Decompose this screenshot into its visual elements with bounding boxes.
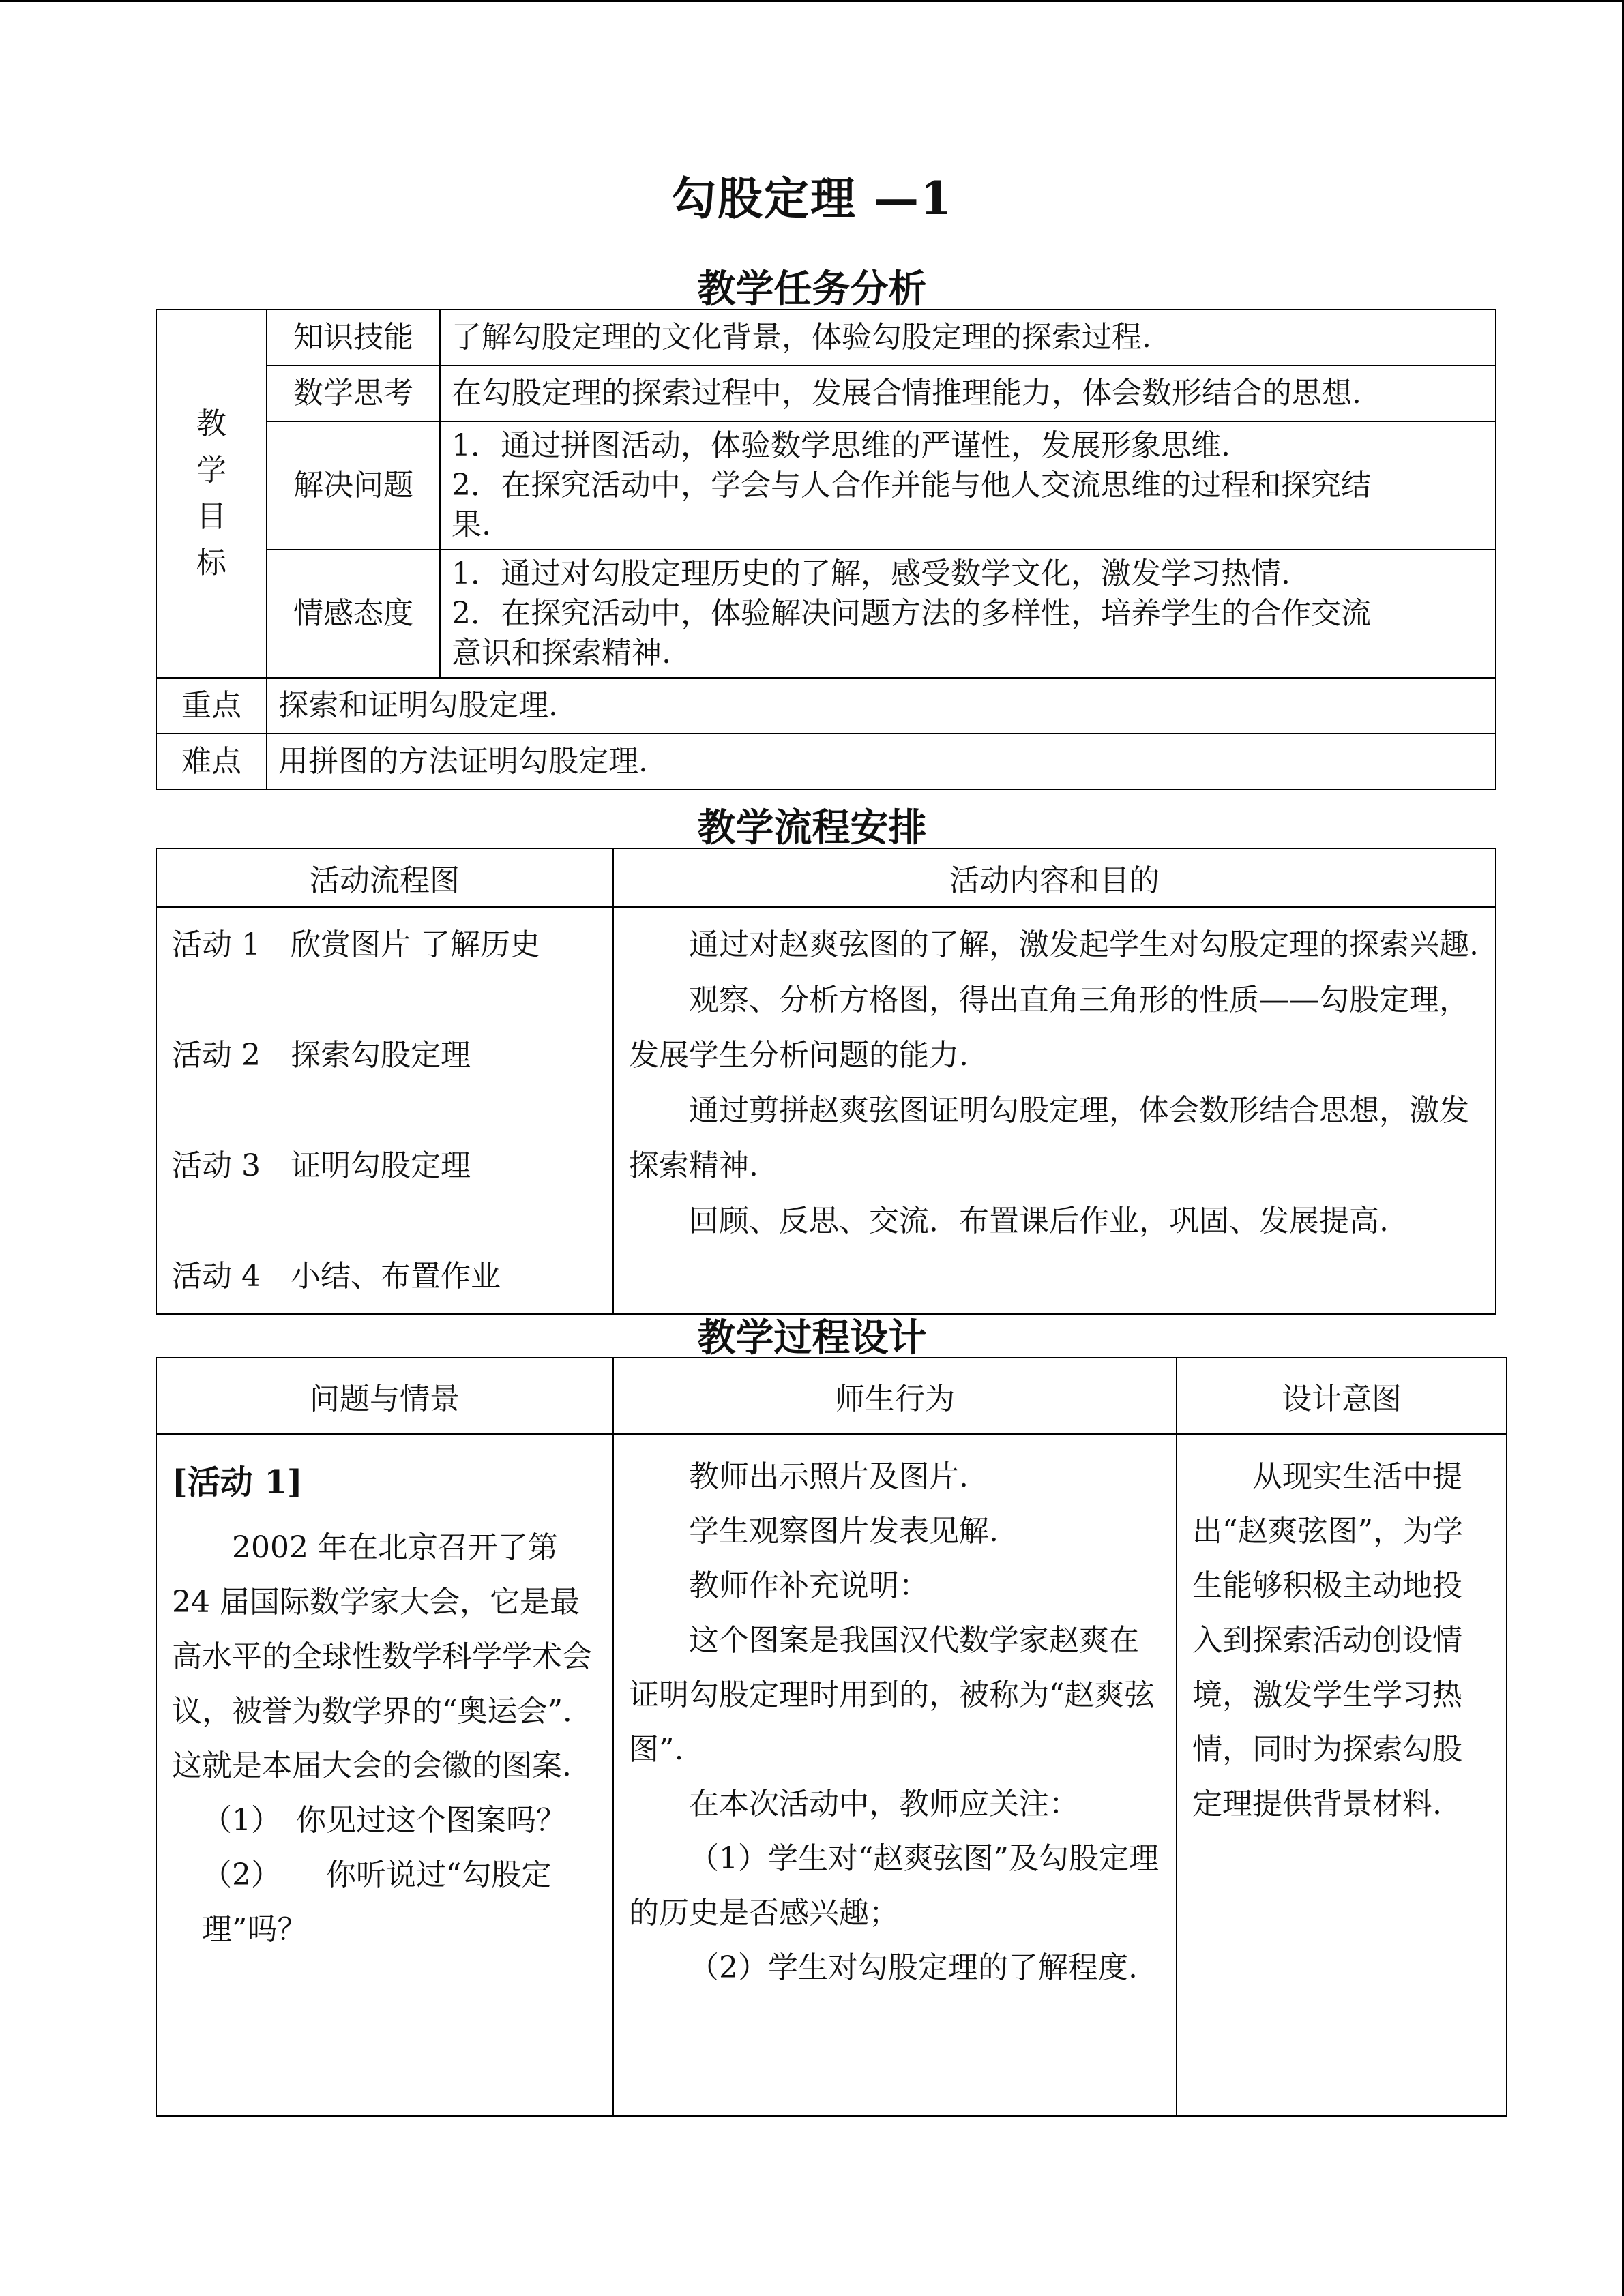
process-header-behavior: 师生行为 (613, 1358, 1177, 1434)
difficulty-label: 难点 (156, 734, 267, 790)
intent-cell (1177, 1434, 1507, 2116)
activity-heading: [活动 1] (172, 1463, 303, 1502)
flow-purposes-cell (613, 907, 1496, 1314)
question-2: （2） 你听说过“勾股定理”吗？ (202, 1858, 552, 1947)
behavior-6: （1）学生对“赵爽弦图”及勾股定理的历史是否感兴趣； (629, 1841, 1159, 1930)
flow-activity-3: 活动 3 证明勾股定理 (172, 1148, 471, 1183)
flow-activity-1: 活动 1 欣赏图片 了解历史 (172, 927, 540, 962)
row-label-attitude: 情感态度 (267, 550, 440, 678)
row-text-problem-solving: 1．通过拼图活动，体验数学思维的严谨性，发展形象思维. 2．在探究活动中，学会与人合作并能与他人交流思维的过程和探究结 果. (440, 421, 1496, 550)
flow-header-purpose: 活动内容和目的 (613, 848, 1496, 907)
row-text-thinking: 在勾股定理的探索过程中，发展合情推理能力，体会数形结合的思想. (440, 366, 1496, 421)
top-border (0, 0, 1624, 2)
section-title-task: 教学任务分析 (697, 267, 927, 312)
behavior-2: 学生观察图片发表见解. (689, 1514, 999, 1549)
behavior-5: 在本次活动中，教师应关注： (689, 1787, 1079, 1821)
behavior-4: 这个图案是我国汉代数学家赵爽在证明勾股定理时用到的，被称为“赵爽弦图”. (629, 1623, 1155, 1767)
section-title-flow: 教学流程安排 (697, 805, 927, 850)
objectives-label: 教 学 目 标 (156, 310, 267, 678)
behavior-1: 教师出示照片及图片. (689, 1459, 969, 1494)
difficulty-text: 用拼图的方法证明勾股定理. (267, 734, 1496, 790)
row-label-knowledge: 知识技能 (267, 310, 440, 366)
page-title: 勾股定理 —1 (671, 172, 953, 225)
key-point-label: 重点 (156, 678, 267, 734)
task-analysis-table (156, 309, 1496, 790)
flow-purpose-2: 观察、分析方格图，得出直角三角形的性质——勾股定理，发展学生分析问题的能力. (629, 983, 1469, 1073)
flow-activity-4: 活动 4 小结、布置作业 (172, 1259, 501, 1294)
process-header-situation: 问题与情景 (156, 1358, 613, 1434)
flow-header-activity: 活动流程图 (156, 848, 613, 907)
process-table (156, 1357, 1507, 2117)
row-text-knowledge: 了解勾股定理的文化背景，体验勾股定理的探索过程. (440, 310, 1496, 366)
intent-text: 从现实生活中提出“赵爽弦图”，为学生能够积极主动地投入到探索活动创设情境，激发学生学习热情，同时为探索勾股定理提供背景材料. (1192, 1459, 1463, 1821)
row-label-thinking: 数学思考 (267, 366, 440, 421)
flow-table (156, 848, 1496, 1315)
behavior-cell (613, 1434, 1177, 2116)
flow-activities-cell (156, 907, 613, 1314)
flow-purpose-1: 通过对赵爽弦图的了解，激发起学生对勾股定理的探索兴趣. (689, 927, 1479, 962)
flow-purpose-4: 回顾、反思、交流．布置课后作业，巩固、发展提高. (689, 1204, 1389, 1238)
situation-text: 2002 年在北京召开了第 24 届国际数学家大会，它是最高水平的全球性数学科学学术会议，被誉为数学界的“奥运会”．这就是本届大会的会徽的图案. (172, 1530, 593, 1783)
behavior-7: （2）学生对勾股定理的了解程度. (689, 1950, 1138, 1985)
process-header-intent: 设计意图 (1177, 1358, 1507, 1434)
situation-cell (156, 1434, 613, 2116)
key-point-text: 探索和证明勾股定理. (267, 678, 1496, 734)
row-text-attitude: 1．通过对勾股定理历史的了解，感受数学文化，激发学习热情. 2．在探究活动中，体验解决问题方法的多样性，培养学生的合作交流 意识和探索精神. (440, 550, 1496, 678)
behavior-3: 教师作补充说明： (689, 1568, 929, 1603)
flow-activity-2: 活动 2 探索勾股定理 (172, 1038, 471, 1073)
flow-purpose-3: 通过剪拼赵爽弦图证明勾股定理，体会数形结合思想，激发探索精神. (629, 1093, 1469, 1183)
question-1: （1） 你见过这个图案吗？ (202, 1803, 566, 1838)
section-title-process: 教学过程设计 (697, 1315, 927, 1360)
row-label-problem-solving: 解决问题 (267, 421, 440, 550)
